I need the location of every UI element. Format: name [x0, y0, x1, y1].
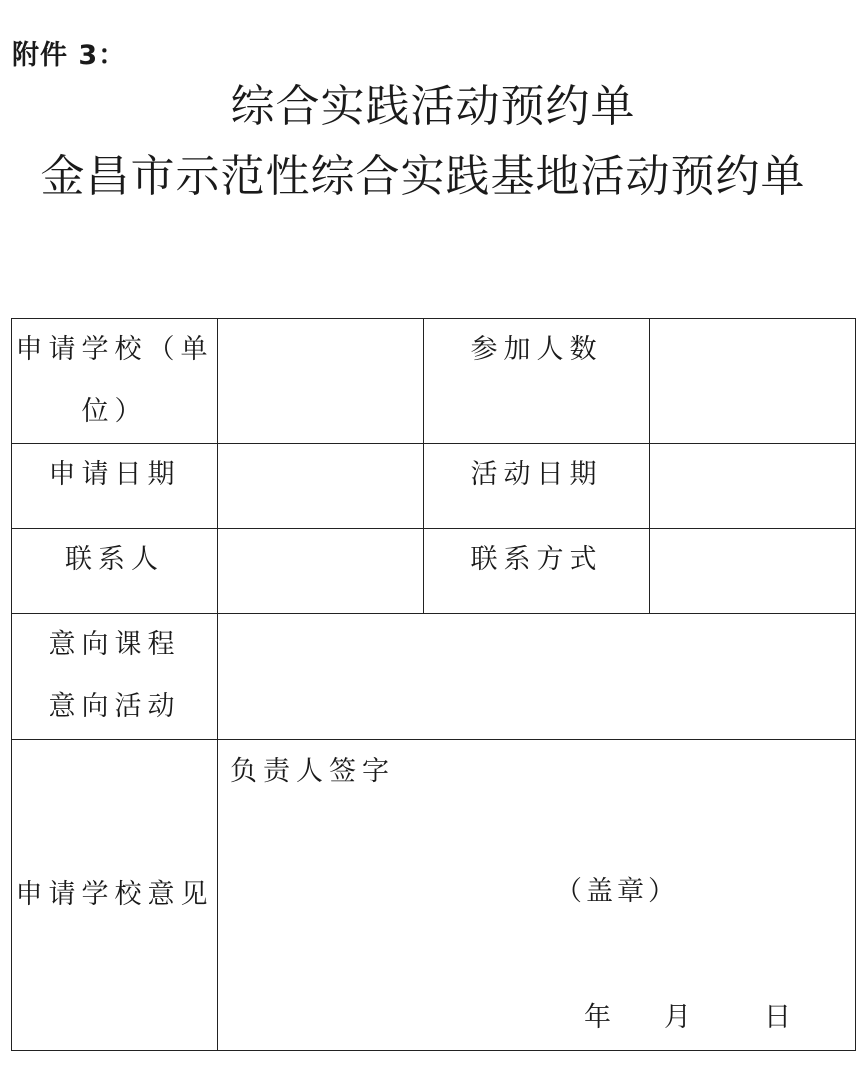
applicant-school-field[interactable] — [218, 319, 424, 444]
contact-method-field[interactable] — [650, 529, 856, 614]
row-dates — [12, 444, 856, 529]
month-label: 月 — [664, 1002, 697, 1033]
row-intention — [12, 614, 856, 740]
day-label: 日 — [764, 1002, 797, 1033]
school-opinion-content — [218, 740, 855, 1050]
reservation-form-table — [11, 318, 856, 1051]
contact-person-label: 联系人 — [12, 529, 218, 614]
participants-field[interactable] — [650, 319, 856, 444]
intended-course-label: 意向课程 — [48, 629, 181, 660]
form-title: 综合实践活动预约单 — [230, 81, 636, 132]
applicant-school-label: 申请学校（单位） — [12, 319, 218, 444]
intended-activity-label: 意向活动 — [48, 691, 181, 722]
activity-date-field[interactable] — [650, 444, 856, 529]
row-opinion — [12, 740, 856, 1051]
seal-label: （盖章） — [555, 876, 679, 907]
signature-label: 负责人签字 — [230, 756, 395, 787]
attachment-number: 附件 3： — [12, 40, 127, 71]
participants-label: 参加人数 — [424, 319, 650, 444]
intention-label-cell — [12, 614, 218, 740]
school-opinion-label: 申请学校意见 — [12, 740, 218, 1051]
apply-date-field[interactable] — [218, 444, 424, 529]
activity-date-label: 活动日期 — [424, 444, 650, 529]
intention-field[interactable] — [218, 614, 856, 740]
year-label: 年 — [584, 1002, 617, 1033]
apply-date-label: 申请日期 — [12, 444, 218, 529]
contact-method-label: 联系方式 — [424, 529, 650, 614]
contact-person-field[interactable] — [218, 529, 424, 614]
row-school — [12, 319, 856, 444]
row-contact — [12, 529, 856, 614]
school-opinion-field[interactable] — [218, 740, 856, 1051]
form-subtitle: 金昌市示范性综合实践基地活动预约单 — [40, 151, 806, 202]
